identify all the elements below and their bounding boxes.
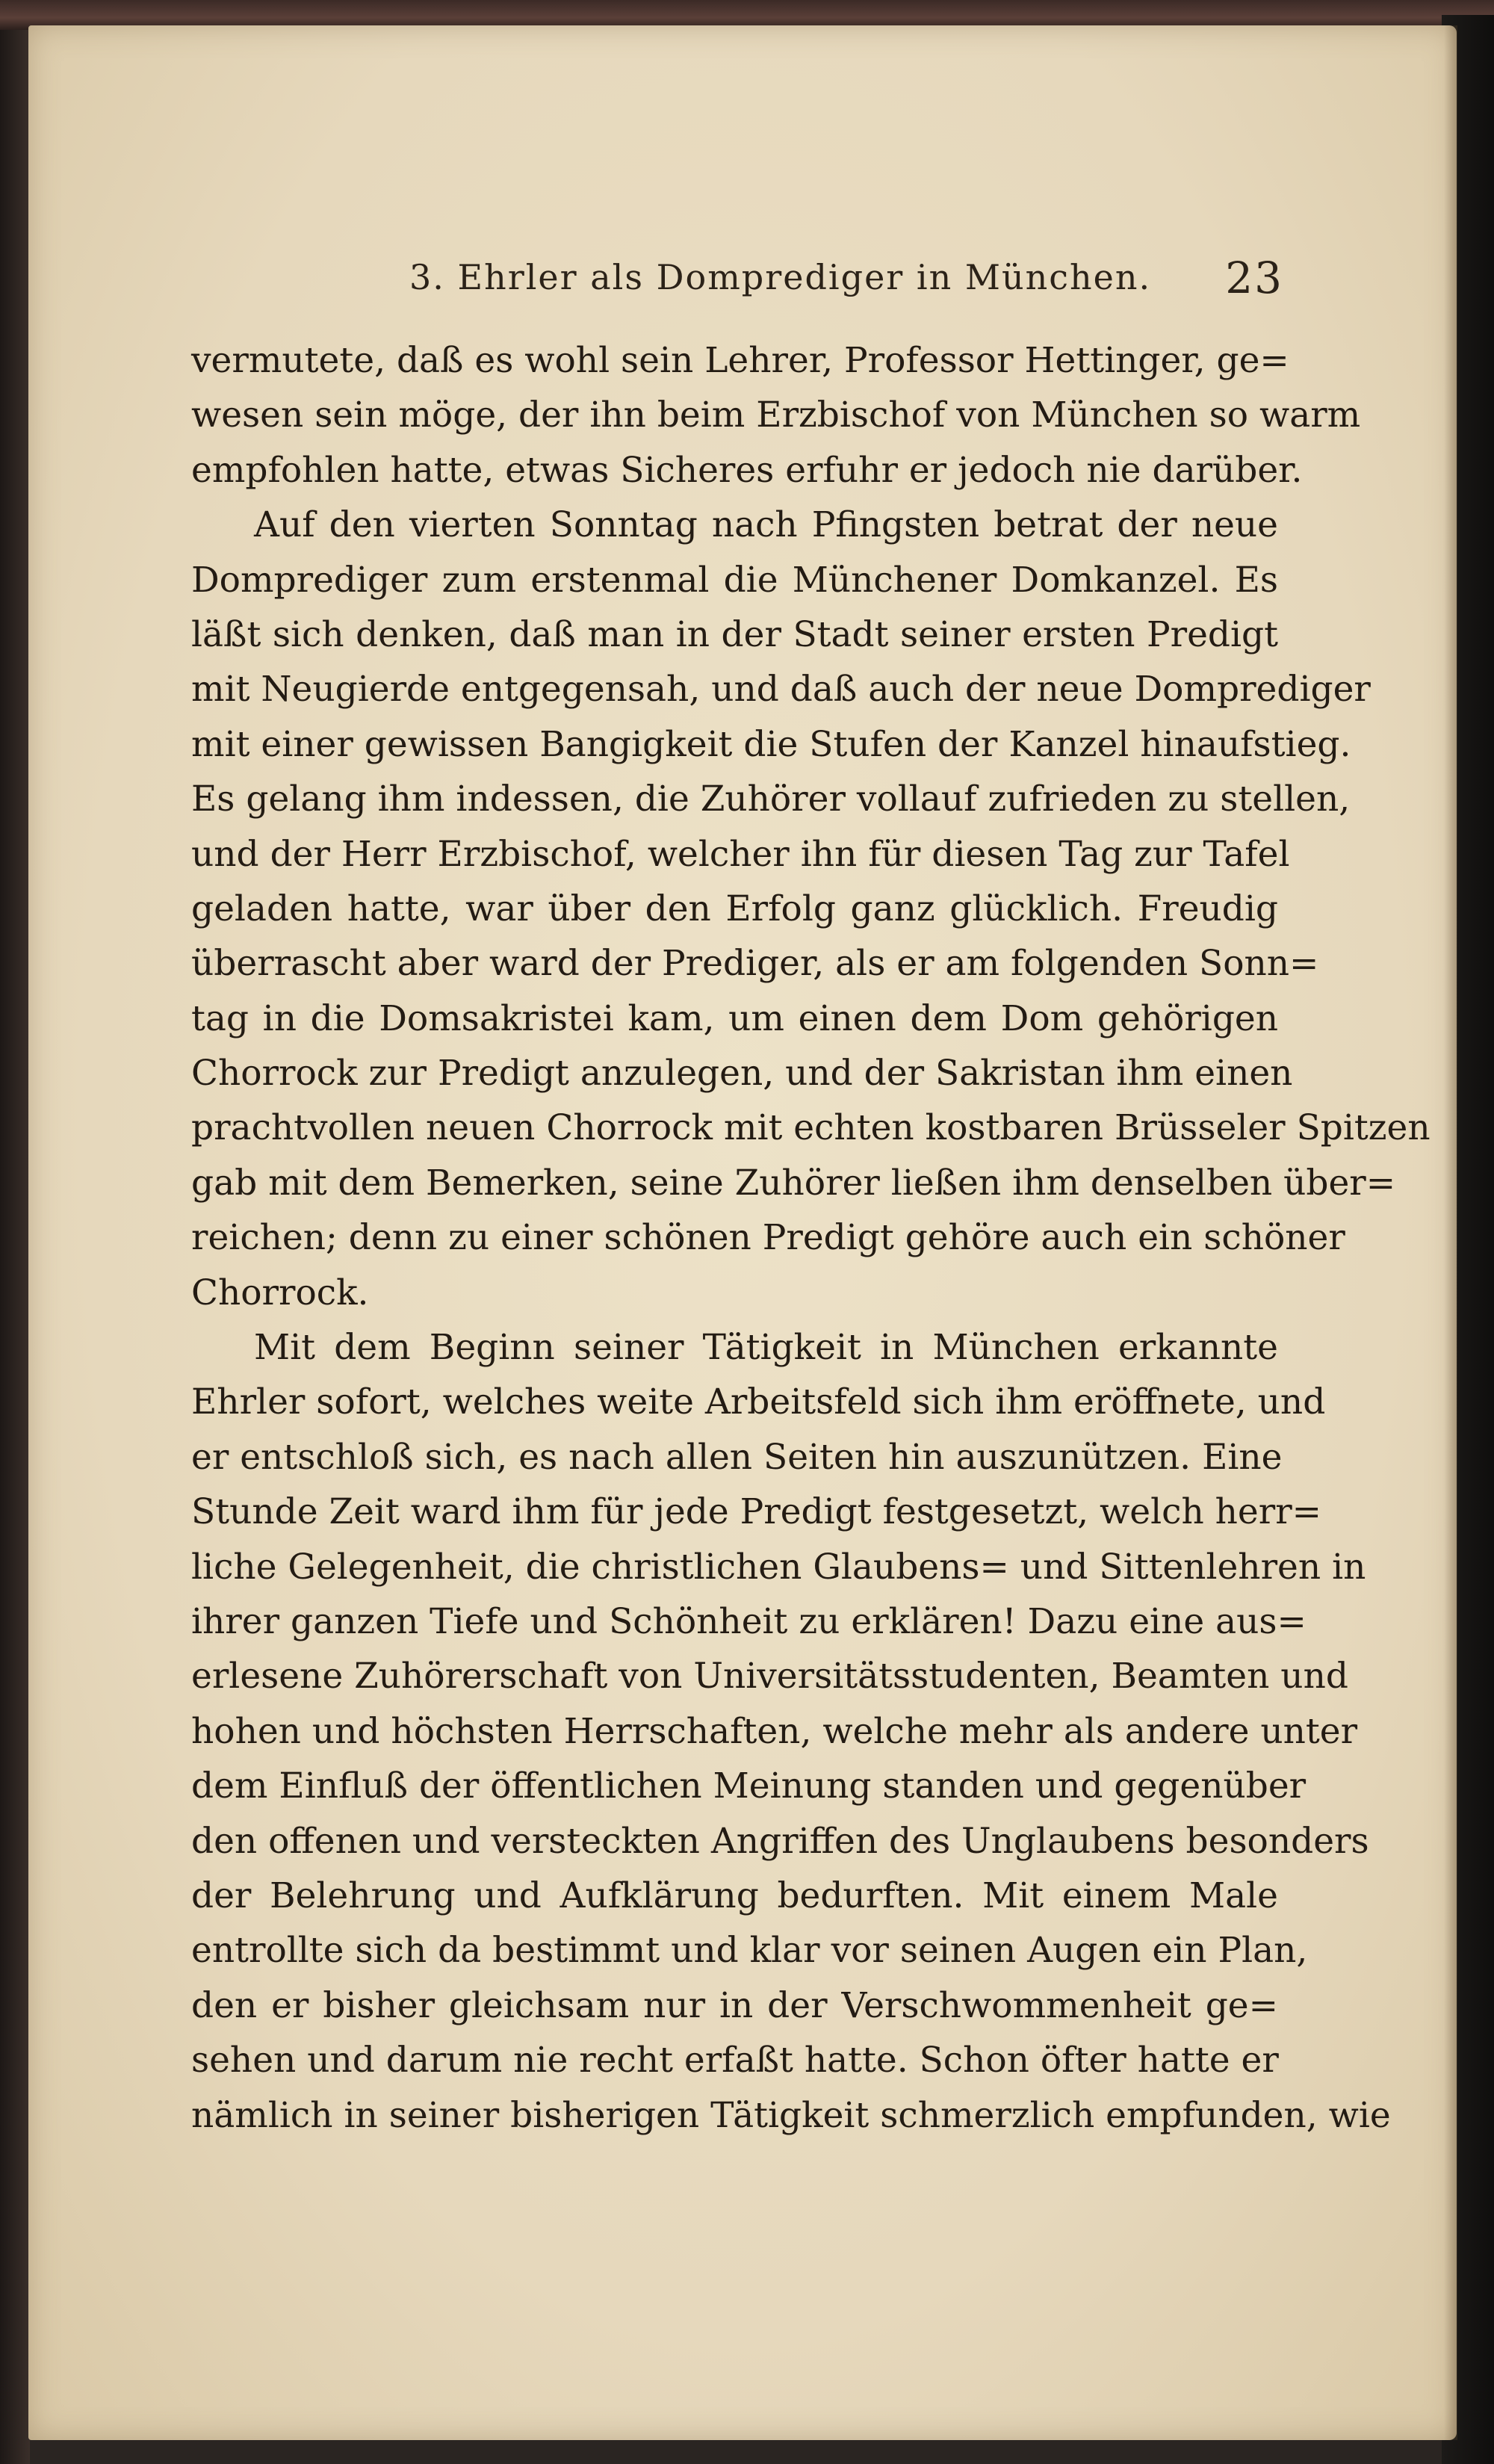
running-title: 3. Ehrler als Domprediger in München.: [409, 257, 1152, 297]
text-line: Chorrock.: [191, 1272, 369, 1313]
text-line: er entschloß sich, es nach allen Seiten hin auszunützen. Eine: [191, 1436, 1283, 1478]
text-line: tag in die Domsakristei kam, um einen dem Dom gehörigen: [191, 997, 1278, 1039]
page-edge-shadow: [1444, 25, 1457, 2440]
text-line: Ehrler sofort, welches weite Arbeitsfeld sich ihm eröffnete, und: [191, 1381, 1326, 1423]
text-line: geladen hatte, war über den Erfolg ganz glücklich. Freudig: [191, 888, 1278, 929]
text-line: den offenen und versteckten Angriffen des Unglaubens besonders: [191, 1820, 1369, 1862]
page-number: 23: [1225, 253, 1283, 303]
text-line: Stunde Zeit ward ihm für jede Predigt festgesetzt, welch herr=: [191, 1491, 1322, 1533]
text-line: erlesene Zuhörerschaft von Universitätsstudenten, Beamten und: [191, 1656, 1348, 1697]
text-line: Domprediger zum erstenmal die Münchener Domkanzel. Es: [191, 559, 1278, 601]
text-line: der Belehrung und Aufklärung bedurften. Mit einem Male: [191, 1875, 1278, 1916]
text-line: liche Gelegenheit, die christlichen Glaubens= und Sittenlehren in: [191, 1546, 1366, 1588]
text-line: läßt sich denken, daß man in der Stadt seiner ersten Predigt: [191, 613, 1278, 655]
text-line: überrascht aber ward der Prediger, als er am folgenden Sonn=: [191, 943, 1319, 985]
text-line: Es gelang ihm indessen, die Zuhörer vollauf zufrieden zu stellen,: [191, 778, 1351, 820]
text-line: Chorrock zur Predigt anzulegen, und der Sakristan ihm einen: [191, 1053, 1293, 1095]
text-line: sehen und darum nie recht erfaßt hatte. Schon öfter hatte er: [191, 2040, 1279, 2081]
text-line: vermutete, daß es wohl sein Lehrer, Professor Hettinger, ge=: [191, 340, 1289, 381]
text-line: Auf den vierten Sonntag nach Pfingsten betrat der neue: [254, 504, 1278, 546]
text-line: den er bisher gleichsam nur in der Verschwommenheit ge=: [191, 1984, 1278, 2026]
text-line: mit einer gewissen Bangigkeit die Stufen der Kanzel hinaufstieg.: [191, 723, 1351, 765]
page-header: [387, 250, 1283, 309]
text-line: empfohlen hatte, etwas Sicheres erfuhr er jedoch nie darüber.: [191, 449, 1303, 491]
text-line: nämlich in seiner bisherigen Tätigkeit schmerzlich empfunden, wie: [191, 2094, 1391, 2136]
text-line: und der Herr Erzbischof, welcher ihn für diesen Tag zur Tafel: [191, 833, 1290, 875]
text-line: mit Neugierde entgegensah, und daß auch der neue Domprediger: [191, 669, 1371, 711]
text-line: wesen sein möge, der ihn beim Erzbischof von München so warm: [191, 394, 1361, 436]
text-line: entrollte sich da bestimmt und klar vor seinen Augen ein Plan,: [191, 1930, 1308, 1972]
text-line: ihrer ganzen Tiefe und Schönheit zu erklären! Dazu eine aus=: [191, 1600, 1307, 1642]
text-line: hohen und höchsten Herrschaften, welche mehr als andere unter: [191, 1710, 1358, 1752]
book-page: [28, 25, 1457, 2440]
book-cover-left-edge: [0, 30, 30, 2464]
text-line: Mit dem Beginn seiner Tätigkeit in München erkannte: [254, 1327, 1278, 1369]
text-line: dem Einfluß der öffentlichen Meinung standen und gegenüber: [191, 1765, 1307, 1807]
text-line: gab mit dem Bemerken, seine Zuhörer ließen ihm denselben über=: [191, 1162, 1396, 1204]
text-line: prachtvollen neuen Chorrock mit echten kostbaren Brüsseler Spitzen: [191, 1107, 1431, 1149]
text-line: reichen; denn zu einer schönen Predigt gehöre auch ein schöner: [191, 1217, 1345, 1259]
body-text: [191, 333, 1431, 2143]
